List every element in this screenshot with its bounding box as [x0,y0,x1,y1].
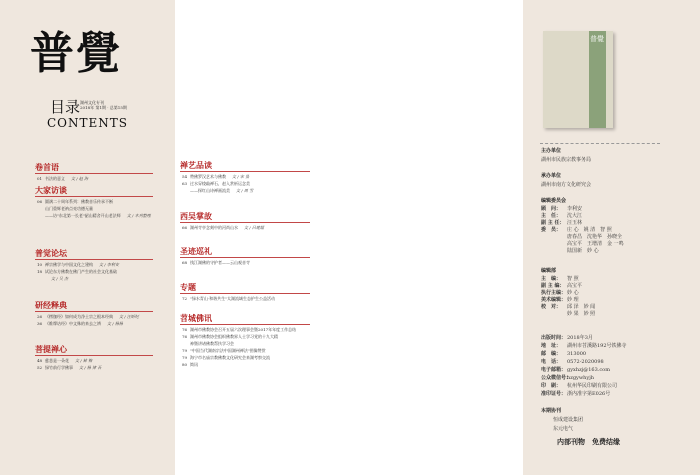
organizer-heading: 承办单位 [541,173,562,179]
info-value: 0572-2020098 [567,359,604,365]
entry-title: "中国当代湖南宗法中国湖州禅法"图像赞赏 [190,348,266,353]
info-label: 地 址： [541,343,562,349]
toc-entry [182,327,302,332]
section-title: 西吴掌故 [180,211,212,221]
entry-author: 文 / 李利安 [99,262,119,267]
info-value: 妙 理 [567,297,579,303]
info-value: 妙 果 妙 照 [567,311,596,317]
info-label: 委 员： [541,227,562,233]
entry-title: 赞佛罗汉艺术与佛教 [190,174,226,179]
section-title: 禅艺品读 [180,160,212,170]
page-number: 10 [37,262,43,267]
info-row [541,248,599,254]
info-label: 准印证号： [541,391,567,397]
page-number: 76 [182,327,188,332]
entry-title: 圆满二十周年系列：佛教音乐传承不断 [45,199,113,204]
info-row [541,304,595,310]
cover-thumbnail [543,31,613,128]
info-row [541,290,579,296]
middle-panel [175,0,523,475]
entry-author: 文 / 赵 海 [71,176,89,181]
info-row [541,234,622,240]
info-value: 陆国新 妙 心 [567,248,599,254]
page-number: 36 [37,321,43,326]
info-row [541,391,610,397]
info-row [541,283,582,289]
info-value: 高宝平 [567,283,583,289]
page-number: 72 [182,296,188,301]
entry-author: 文 / 吴 杰 [51,276,69,281]
section-title: 普觉论坛 [35,248,67,258]
info-label: 主 编： [541,276,562,282]
info-label: 电子邮箱： [541,367,567,373]
toc-entry [37,269,123,274]
page-number: 66 [182,225,188,230]
entry-title: 绿竹前行学佛事 [45,365,73,370]
entry-title: 简讯 [190,362,198,367]
page-number: 79 [182,348,188,353]
divider [540,143,660,144]
info-label: 电 话： [541,359,562,365]
footer-note: 内部刊物 免费结缘 [557,437,620,446]
info-row [541,227,612,233]
section-rule [35,355,153,356]
info-label: 执行主编： [541,290,567,296]
toc-entry [37,262,119,267]
page-number: 52 [37,365,43,370]
entry-title: 慈悲是一朵花 [45,358,69,363]
section-rule [35,173,153,174]
info-row [541,297,579,303]
page-number: 76 [182,334,188,339]
toc-entry [37,206,99,211]
entry-author: 文 / 周 雪 [236,188,254,193]
toc-entry [182,362,204,367]
info-label: 副 主 编： [541,283,565,289]
info-value: hzgywhyjh [567,375,594,381]
entry-title: 湖州市佛教协会召开五届六次理事会暨2017年年度工作总结 [190,327,297,332]
entry-title: ——访"东北第一长老"韶山精舍开山老法师 [45,213,121,218]
info-value: 杭州华民印刷有限公司 [567,383,618,389]
entry-title: 书法的意义 [45,176,65,181]
entry-author: 文 / 宋 景 [232,174,250,179]
toc-entry [37,358,92,363]
entry-title: ——探红山诗禅画流美 [190,188,230,193]
entry-title: 禅宗佛学与中国文化之建构 [45,262,93,267]
info-value: 浙内准字第E026号 [567,391,611,397]
toc-entry [37,176,88,181]
entry-title: 《楞伽经》如何成为净土宗之根本经典 [45,314,113,319]
sponsor-heading: 主办单位 [541,148,562,154]
info-value: 唐春昌 沈艳华 孙晓全 [567,234,623,240]
info-value: 庄 心 姚 清 智 照 [567,227,612,233]
committee-heading: 编辑委员会 [541,198,567,204]
page-number: 18 [37,269,43,274]
info-row [541,335,593,341]
issue-number: 2018年 第1期 · 总第15期 [80,105,127,110]
info-row [541,367,610,373]
info-value: 高宝平 王增清 金 一鸣 [567,241,624,247]
toc-entry [182,181,256,186]
toc-entry [37,276,68,281]
info-label: 出版时间： [541,335,567,341]
entry-author: 文 / 本刊整理 [126,213,151,218]
info-value: 智 照 [567,276,579,282]
info-row [541,206,582,212]
toc-entry [37,365,101,370]
info-value: 313000 [567,351,587,357]
toc-entry [182,225,264,230]
toc-entry [182,296,281,301]
info-row [541,220,582,226]
info-row [541,359,604,365]
section-rule [180,257,310,258]
section-title: 研经释典 [35,300,67,310]
entry-title: 过水穿梭敲禅石，赵入赏析运念美 [190,181,250,186]
entry-title: 海宁市名庙宗教佛教文化研究会来湖考察交流 [190,355,270,360]
toc-entry [182,348,272,353]
info-value: 李利安 [567,206,583,212]
section-rule [35,259,153,260]
info-value: 沈大江 [567,213,583,219]
info-value: 邱 泽 妙 闻 [567,304,596,310]
entry-author: 文 / 杨杨 [107,321,123,326]
entry-title: "绿水青山·和谐共生"太湖流域生态护生公益活动 [190,296,275,301]
section-title: 卷首语 [35,162,59,172]
info-label: 副 主 任： [541,220,565,226]
organizer-value: 湖州市南方文化研究会 [541,182,592,188]
sponsor-value: 湖州市民族宗教事务局 [541,157,592,163]
toc-entry [37,213,151,218]
toc-entry [182,355,276,360]
toc-entry [37,321,123,326]
info-label: 邮 编： [541,351,562,357]
page-number: 06 [37,199,43,204]
support-item: 恒成建设集团 [553,417,584,423]
info-row [541,375,594,381]
info-row [541,311,595,317]
entry-title: 湖州寺亭念刻中的河尚山水 [190,225,238,230]
info-label: 公众微信号： [541,375,572,381]
support-heading: 本期协刊 [541,408,562,414]
entry-title: 湖州市佛教协会组织佛教界人士学习党的十九大精 [190,334,278,339]
info-value: 湖州市苕溪路192号铁佛寺 [567,343,627,349]
page-number: 54 [182,174,188,179]
section-rule [35,196,153,197]
contents-heading: CONTENTS [47,116,129,130]
page-number: 63 [182,181,188,186]
toc-entry [37,199,119,204]
section-title: 圣迹巡礼 [180,246,212,256]
info-value: 2018年3月 [567,335,593,341]
editorial-heading: 编辑部 [541,268,557,274]
cover-title: 普覺 [590,35,604,43]
section-rule [180,222,310,223]
entry-title: 钱江湖佛的守护者——云山观音寺 [190,260,250,265]
section-rule [180,171,310,172]
page-number: 01 [37,176,43,181]
info-label: 印 刷： [541,383,562,389]
entry-title: 神暨讲诸佛教帮扶学习会 [190,341,234,346]
entry-author: 文 / 汪昕纪 [119,314,139,319]
support-item: 东元电气 [553,426,574,432]
info-label: 顾 问： [541,206,562,212]
toc-entry [182,174,249,179]
toc-entry [37,314,139,319]
info-value: gyxhzj@163.com [567,367,610,373]
entry-author: 文 / 杨 律 吾 [79,365,102,370]
info-label: 主 任： [541,213,562,219]
issue-info [80,100,127,110]
section-title: 菩提禅心 [35,344,67,354]
page-number: 26 [37,314,43,319]
info-value: 妙 心 [567,290,579,296]
info-row [541,241,624,247]
cover-band [589,31,606,128]
info-label: 美术编辑： [541,297,567,303]
entry-title: 《维摩诘经》中文殊的来去之辨 [45,321,101,326]
page-number: 48 [37,358,43,363]
entry-title: 山门重辉老衲点亮功德无量 [45,206,93,211]
magazine-logo: 普覺 [30,28,122,79]
section-rule [35,311,153,312]
toc-entry [182,260,256,265]
section-title: 大家访谈 [35,185,67,195]
info-value: 汪玉林 [567,220,583,226]
issue-subtitle: 湖州文化专刊 [80,100,104,105]
toc-entry [182,188,253,193]
info-row [541,383,617,389]
section-rule [180,324,310,325]
entry-author: 文 / 林 梅 [75,358,93,363]
toc-entry [182,334,284,339]
section-title: 苕城佛讯 [180,313,212,323]
section-title: 专题 [180,282,196,292]
page-number: 80 [182,362,188,367]
toc-title: 目录 [50,98,81,116]
info-row [541,276,579,282]
entry-author: 文 / 吕建超 [244,225,264,230]
info-row [541,351,586,357]
page-number: 68 [182,260,188,265]
toc-entry [182,341,240,346]
info-row [541,213,582,219]
entry-title: 试论东方佛教在佛门产生的社会文化基础 [45,269,117,274]
info-label: 校 对： [541,304,562,310]
page-number: 79 [182,355,188,360]
section-rule [180,293,310,294]
info-row [541,343,627,349]
